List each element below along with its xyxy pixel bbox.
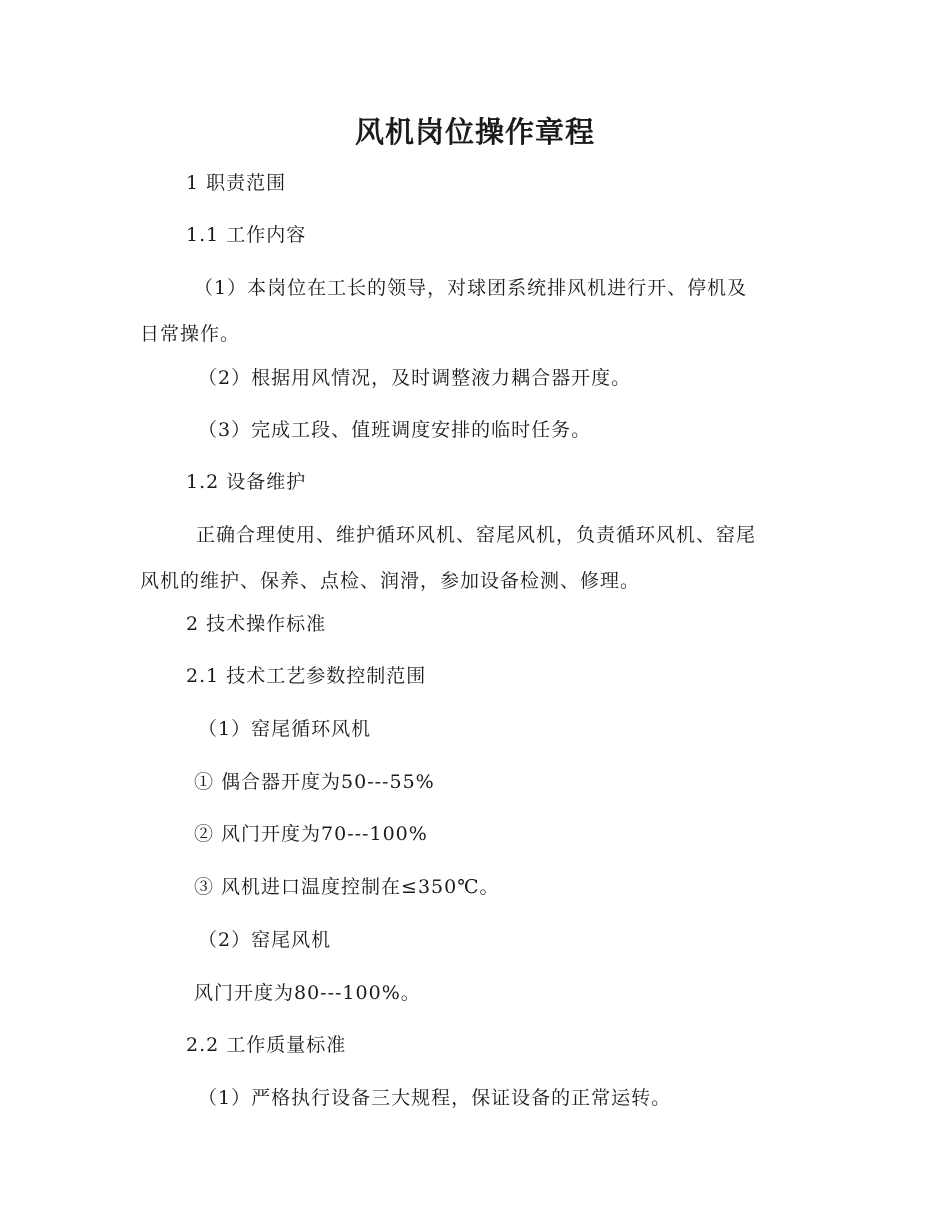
- quality-item-1: （1）严格执行设备三大规程，保证设备的正常运转。: [198, 1087, 672, 1109]
- paragraph-maintenance: [140, 522, 810, 594]
- param-item-1: ① 偶合器开度为50---55%: [194, 771, 435, 793]
- param-item-2: ② 风门开度为70---100%: [194, 823, 428, 845]
- section-heading-2: 2 技术操作标准: [186, 613, 327, 635]
- sub-item-1: （1）窑尾循环风机: [198, 718, 372, 740]
- subsection-heading-1-2: 1.2 设备维护: [186, 471, 307, 493]
- subsection-heading-2-2: 2.2 工作质量标准: [186, 1034, 347, 1056]
- param-item-3: ③ 风机进口温度控制在≤350℃。: [194, 876, 500, 898]
- paragraph-maintenance-line-1: 正确合理使用、维护循环风机、窑尾风机，负责循环风机、窑尾: [196, 524, 757, 546]
- section-heading-1: 1 职责范围: [186, 172, 287, 194]
- paragraph-item-1: [140, 275, 810, 347]
- paragraph-item-3: （3）完成工段、值班调度安排的临时任务。: [198, 419, 592, 441]
- subsection-heading-2-1: 2.1 技术工艺参数控制范围: [186, 665, 427, 687]
- paragraph-item-1-line-2: 日常操作。: [140, 323, 241, 345]
- document-title: 风机岗位操作章程: [354, 115, 595, 149]
- paragraph-item-1-line-1: （1）本岗位在工长的领导，对球团系统排风机进行开、停机及: [194, 277, 748, 299]
- subsection-heading-1-1: 1.1 工作内容: [186, 224, 307, 246]
- sub-item-2: （2）窑尾风机: [198, 929, 332, 951]
- param-item-4: 风门开度为80---100%。: [194, 982, 421, 1004]
- paragraph-maintenance-line-2: 风机的维护、保养、点检、润滑，参加设备检测、修理。: [140, 570, 641, 592]
- paragraph-item-2: （2）根据用风情况，及时调整液力耦合器开度。: [198, 367, 632, 389]
